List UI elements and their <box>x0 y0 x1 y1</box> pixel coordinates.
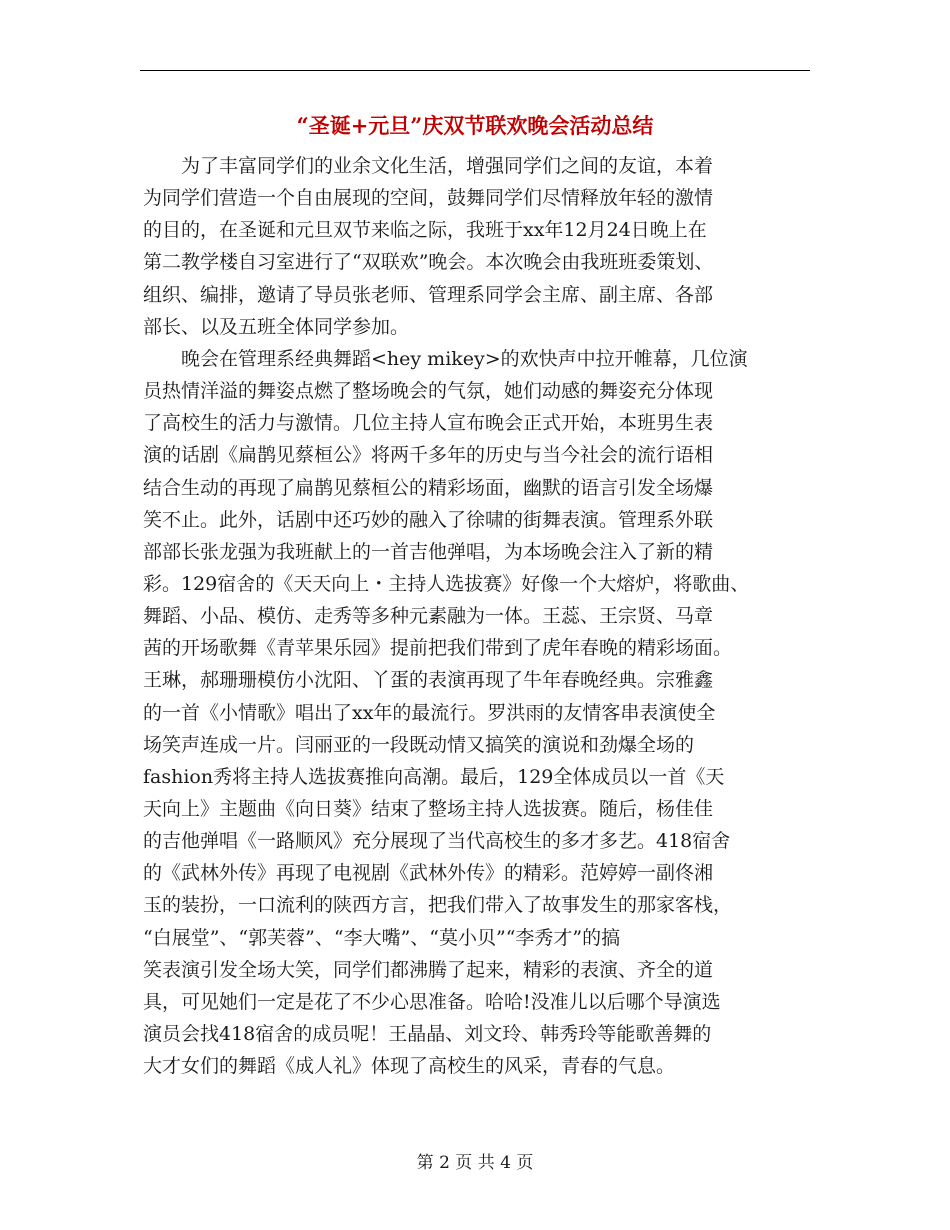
paragraph-line: 第二教学楼自习室进行了“双联欢”晚会。本次晚会由我班班委策划、 <box>143 251 714 274</box>
paragraph-line: 部部长张龙强为我班献上的一首吉他弹唱，为本场晚会注入了新的精 <box>143 540 714 563</box>
paragraph-line: 笑表演引发全场大笑，同学们都沸腾了起来，精彩的表演、齐全的道 <box>143 958 714 981</box>
paragraph-line: 大才女们的舞蹈《成人礼》体现了高校生的风采，青春的气息。 <box>143 1055 676 1078</box>
paragraph-1 <box>143 150 815 343</box>
paragraph-line: 的一首《小情歌》唱出了xx年的最流行。罗洪雨的友情客串表演使全 <box>143 701 716 724</box>
document-title: “圣诞+元旦”庆双节联欢晚会活动总结 <box>296 113 654 138</box>
paragraph-line: 了高校生的活力与激情。几位主持人宣布晚会正式开始，本班男生表 <box>143 412 714 435</box>
paragraph-line: 玉的装扮，一口流利的陕西方言，把我们带入了故事发生的那家客栈， <box>143 894 733 917</box>
paragraph-line: 为同学们营造一个自由展现的空间，鼓舞同学们尽情释放年轻的激情 <box>143 187 714 210</box>
paragraph-line: 的《武林外传》再现了电视剧《武林外传》的精彩。范婷婷一副佟湘 <box>143 862 714 885</box>
paragraph-line: fashion秀将主持人选拔赛推向高潮。最后，129全体成员以一首《天 <box>143 765 725 788</box>
paragraph-line: 演员会找418宿舍的成员呢！王晶晶、刘文玲、韩秀玲等能歌善舞的 <box>143 1022 712 1045</box>
paragraph-line: 的目的，在圣诞和元旦双节来临之际，我班于xx年12月24日晚上在 <box>143 219 707 242</box>
paragraph-2 <box>143 343 815 1082</box>
paragraph-line: 茜的开场歌舞《青苹果乐园》提前把我们带到了虎年春晚的精彩场面。 <box>143 637 733 660</box>
header-rule <box>140 70 810 71</box>
paragraph-line: 晚会在管理系经典舞蹈<hey mikey>的欢快声中拉开帷幕，几位演 <box>143 348 748 370</box>
paragraph-line: 的吉他弹唱《一路顺风》充分展现了当代高校生的多才多艺。418宿舍 <box>143 830 731 853</box>
paragraph-line: 场笑声连成一片。闫丽亚的一段既动情又搞笑的演说和劲爆全场的 <box>143 733 695 756</box>
paragraph-line: 天向上》主题曲《向日葵》结束了整场主持人选拔赛。随后，杨佳佳 <box>143 797 714 820</box>
paragraph-line: 彩。129宿舍的《天天向上・主持人选拔赛》好像一个大熔炉，将歌曲、 <box>143 572 750 595</box>
paragraph-line: 结合生动的再现了扁鹊见蔡桓公的精彩场面，幽默的语言引发全场爆 <box>143 476 714 499</box>
paragraph-line: 笑不止。此外，话剧中还巧妙的融入了徐啸的街舞表演。管理系外联 <box>143 508 714 531</box>
paragraph-line: 为了丰富同学们的业余文化生活，增强同学们之间的友谊，本着 <box>143 155 714 177</box>
paragraph-line: 员热情洋溢的舞姿点燃了整场晚会的气氛，她们动感的舞姿充分体现 <box>143 380 714 403</box>
paragraph-line: 部长、以及五班全体同学参加。 <box>143 315 410 338</box>
paragraph-line: 具，可见她们一定是花了不少心思准备。哈哈!没准儿以后哪个导演选 <box>143 990 721 1013</box>
paragraph-line: “白展堂”、“郭芙蓉”、“李大嘴”、“莫小贝”“李秀才”的搞 <box>143 926 621 949</box>
paragraph-line: 舞蹈、小品、模仿、走秀等多种元素融为一体。王蕊、王宗贤、马章 <box>143 605 714 628</box>
paragraph-line: 王琳，郝珊珊模仿小沈阳、丫蛋的表演再现了牛年春晚经典。宗雅鑫 <box>143 669 714 692</box>
paragraph-line: 演的话剧《扁鹊见蔡桓公》将两千多年的历史与当今社会的流行语相 <box>143 444 714 467</box>
paragraph-line: 组织、编排，邀请了导员张老师、管理系同学会主席、副主席、各部 <box>143 283 714 306</box>
page-footer: 第 2 页 共 4 页 <box>416 1153 534 1173</box>
